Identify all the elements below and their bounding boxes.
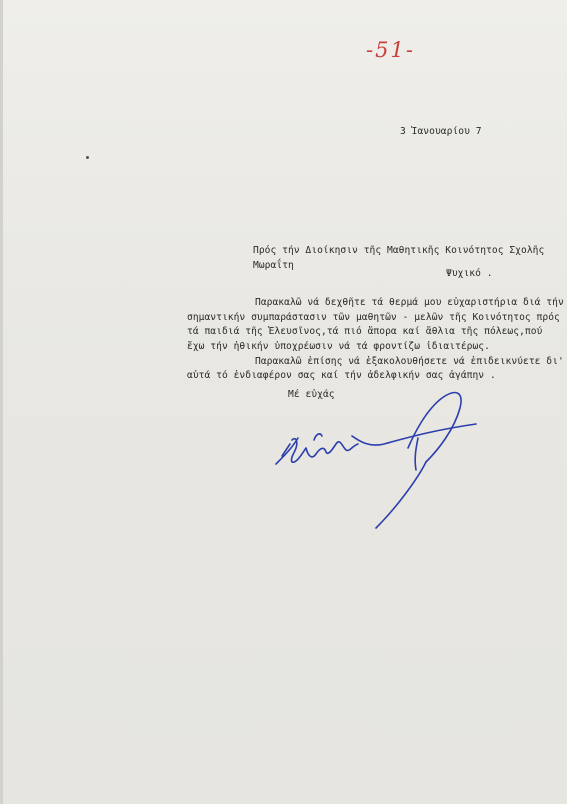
body-paragraph-1-line-1: Παρακαλῶ νά δεχθῆτε τά θερμά μου εὐχαριστήρια διά τήν xyxy=(255,297,564,308)
recipient-line-2: Μωραΐτη xyxy=(253,260,294,271)
body-paragraph-1-line-3: τά παιδιά τῆς Ἐλευσῖνος,τά πιό ἄπορα καί ἄθλια τῆς πόλεως,πού xyxy=(187,326,543,337)
body-paragraph-1-line-4: ἔχω τήν ἠθικήν ὑποχρέωσιν νά τά φροντίζω ἰδιαιτέρως. xyxy=(187,341,490,352)
page-number: -51- xyxy=(366,38,415,62)
recipient-place: Ψυχικό . xyxy=(446,268,493,279)
closing-line: Μέ εὐχάς xyxy=(288,389,335,400)
punch-mark xyxy=(86,156,89,159)
letter-date: 3 Ἰανουαρίου 7 xyxy=(400,126,482,137)
page-edge xyxy=(0,0,3,804)
recipient-line-1: Πρός τήν Διοίκησιν τῆς Μαθητικῆς Κοινότητος Σχολῆς xyxy=(253,245,545,256)
body-paragraph-1-line-2: σημαντικήν συμπαράστασιν τῶν μαθητῶν - μελῶν τῆς Κοινότητος πρός xyxy=(187,312,560,323)
handwritten-signature xyxy=(268,378,488,538)
body-paragraph-2-line-1: Παρακαλῶ ἐπίσης νά ἐξακολουθήσετε νά ἐπιδεικνύετε δι' xyxy=(255,356,564,367)
body-paragraph-2-line-2: αὐτά τό ἐνδιαφέρον σας καί τήν ἀδελφικήν σας ἀγάπην . xyxy=(187,370,496,381)
